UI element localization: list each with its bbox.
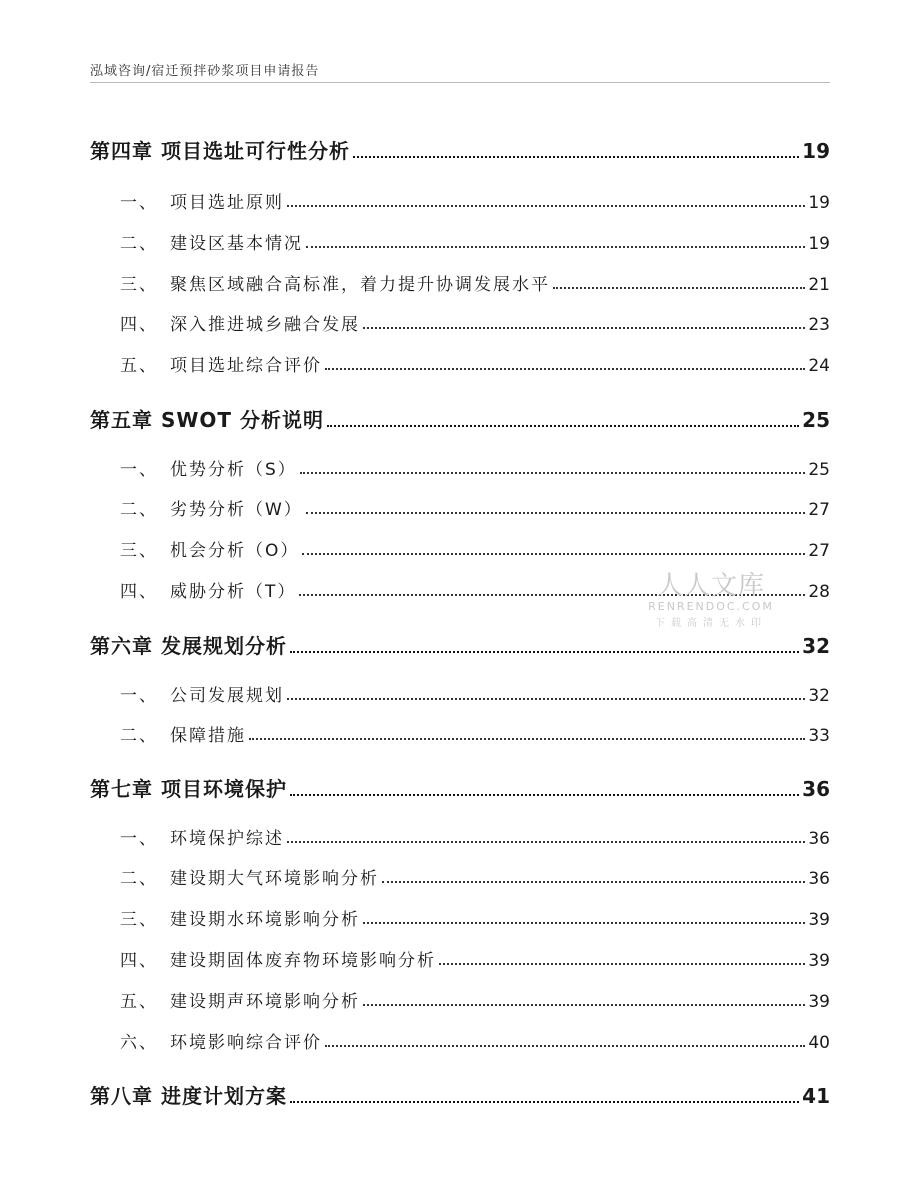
toc-entry-label: 环境保护综述 (170, 829, 284, 849)
toc-entry-label: 劣势分析（W） (170, 500, 303, 520)
toc-entry-number: 二、 (120, 869, 158, 889)
toc-entry-label: 公司发展规划 (170, 686, 284, 706)
toc-entry-label: 第五章 SWOT 分析说明 (90, 408, 325, 432)
toc-entry-number: 一、 (120, 193, 158, 213)
toc-entry-number: 一、 (120, 686, 158, 706)
toc-section-entry[interactable] (90, 536, 830, 561)
toc-section-entry[interactable] (90, 721, 830, 746)
toc-page-number: 41 (802, 1084, 830, 1108)
toc-page-number: 39 (808, 910, 830, 930)
toc-page-number: 21 (808, 275, 830, 295)
toc-entry-label: 机会分析（O） (170, 541, 300, 561)
toc-entry-label: 项目选址综合评价 (170, 356, 322, 376)
toc-entry-label: 建设区基本情况 (170, 234, 303, 254)
toc-leader-dots (306, 246, 805, 248)
toc-page-number: 19 (802, 139, 830, 163)
toc-leader-dots (325, 1045, 805, 1047)
toc-page-number: 36 (808, 869, 830, 889)
toc-page-number: 27 (808, 500, 830, 520)
toc-leader-dots (363, 327, 805, 329)
toc-section-entry[interactable] (90, 188, 830, 213)
toc-entry-label: 建设期固体废弃物环境影响分析 (170, 951, 436, 971)
toc-chapter-entry[interactable] (90, 135, 830, 164)
watermark-slogan: 下载高清无水印 (655, 618, 767, 629)
toc-entry-number: 三、 (120, 541, 158, 561)
toc-entry-number: 一、 (120, 460, 158, 480)
toc-entry-number: 六、 (120, 1033, 158, 1053)
toc-leader-dots (302, 553, 805, 555)
toc-leader-dots (363, 922, 805, 924)
toc-chapter-entry[interactable] (90, 1080, 830, 1109)
toc-section-entry[interactable] (90, 1028, 830, 1053)
toc-leader-dots (290, 651, 799, 653)
toc-section-entry[interactable] (90, 905, 830, 930)
toc-chapter-entry[interactable] (90, 630, 830, 659)
toc-leader-dots (382, 881, 805, 883)
toc-section-entry[interactable] (90, 946, 830, 971)
toc-section-entry[interactable] (90, 270, 830, 295)
watermark (646, 565, 776, 629)
toc-leader-dots (353, 156, 799, 158)
toc-entry-number: 五、 (120, 992, 158, 1012)
toc-entry-number: 四、 (120, 951, 158, 971)
toc-entry-number: 二、 (120, 234, 158, 254)
toc-page-number: 36 (808, 829, 830, 849)
watermark-brand: 人人文库 (656, 571, 765, 601)
toc-entry-label: 第八章 进度计划方案 (90, 1084, 287, 1108)
toc-leader-dots (327, 425, 799, 427)
toc-page-number: 32 (808, 686, 830, 706)
toc-entry-label: 第七章 项目环境保护 (90, 777, 287, 801)
toc-leader-dots (290, 1101, 799, 1103)
toc-leader-dots (290, 794, 799, 796)
toc-leader-dots (287, 698, 805, 700)
toc-entry-number: 四、 (120, 582, 158, 602)
toc-entry-number: 四、 (120, 315, 158, 335)
watermark-domain: RENRENDOC.COM (648, 600, 774, 613)
toc-entry-number: 一、 (120, 829, 158, 849)
toc-leader-dots (300, 472, 806, 474)
toc-entry-label: 保障措施 (170, 726, 246, 746)
toc-entry-number: 三、 (120, 275, 158, 295)
toc-section-entry[interactable] (90, 987, 830, 1012)
toc-section-entry[interactable] (90, 864, 830, 889)
toc-section-entry[interactable] (90, 229, 830, 254)
toc-entry-number: 三、 (120, 910, 158, 930)
toc-entry-label: 第六章 发展规划分析 (90, 634, 287, 658)
toc-chapter-entry[interactable] (90, 773, 830, 802)
toc-entry-number: 五、 (120, 356, 158, 376)
toc-entry-number: 二、 (120, 726, 158, 746)
toc-entry-label: 建设期声环境影响分析 (170, 992, 360, 1012)
toc-entry-label: 环境影响综合评价 (170, 1033, 322, 1053)
toc-page-number: 36 (802, 777, 830, 801)
toc-section-entry[interactable] (90, 455, 830, 480)
toc-entry-label: 优势分析（S） (170, 460, 297, 480)
toc-entry-label: 深入推进城乡融合发展 (170, 315, 360, 335)
toc-leader-dots (287, 205, 805, 207)
toc-leader-dots (287, 841, 805, 843)
toc-leader-dots (553, 287, 805, 289)
toc-page-number: 27 (808, 541, 830, 561)
toc-page-number: 28 (808, 582, 830, 602)
header-divider (90, 82, 830, 83)
toc-page-number: 39 (808, 992, 830, 1012)
page-header: 泓域咨询/宿迁预拌砂浆项目申请报告 (90, 64, 320, 79)
toc-entry-number: 二、 (120, 500, 158, 520)
toc-entry-label: 威胁分析（T） (170, 582, 297, 602)
toc-entry-label: 建设期水环境影响分析 (170, 910, 360, 930)
toc-section-entry[interactable] (90, 310, 830, 335)
toc-leader-dots (306, 512, 806, 514)
toc-page-number: 25 (808, 460, 830, 480)
toc-entry-label: 建设期大气环境影响分析 (170, 869, 379, 889)
toc-page-number: 25 (802, 408, 830, 432)
toc-leader-dots (363, 1004, 805, 1006)
toc-page-number: 24 (808, 356, 830, 376)
toc-entry-label: 聚焦区域融合高标准，着力提升协调发展水平 (170, 275, 550, 295)
toc-page-number: 39 (808, 951, 830, 971)
toc-leader-dots (439, 963, 805, 965)
toc-entry-label: 项目选址原则 (170, 193, 284, 213)
toc-leader-dots (249, 738, 805, 740)
toc-page-number: 23 (808, 315, 830, 335)
toc-page-number: 32 (802, 634, 830, 658)
toc-page-number: 19 (808, 234, 830, 254)
toc-leader-dots (325, 368, 805, 370)
toc-section-entry[interactable] (90, 824, 830, 849)
toc-page-number: 33 (808, 726, 830, 746)
toc-section-entry[interactable] (90, 681, 830, 706)
toc-page-number: 19 (808, 193, 830, 213)
toc-page-number: 40 (808, 1033, 830, 1053)
toc-section-entry[interactable] (90, 495, 830, 520)
toc-chapter-entry[interactable] (90, 404, 830, 433)
toc-entry-label: 第四章 项目选址可行性分析 (90, 139, 350, 163)
toc-section-entry[interactable] (90, 351, 830, 376)
